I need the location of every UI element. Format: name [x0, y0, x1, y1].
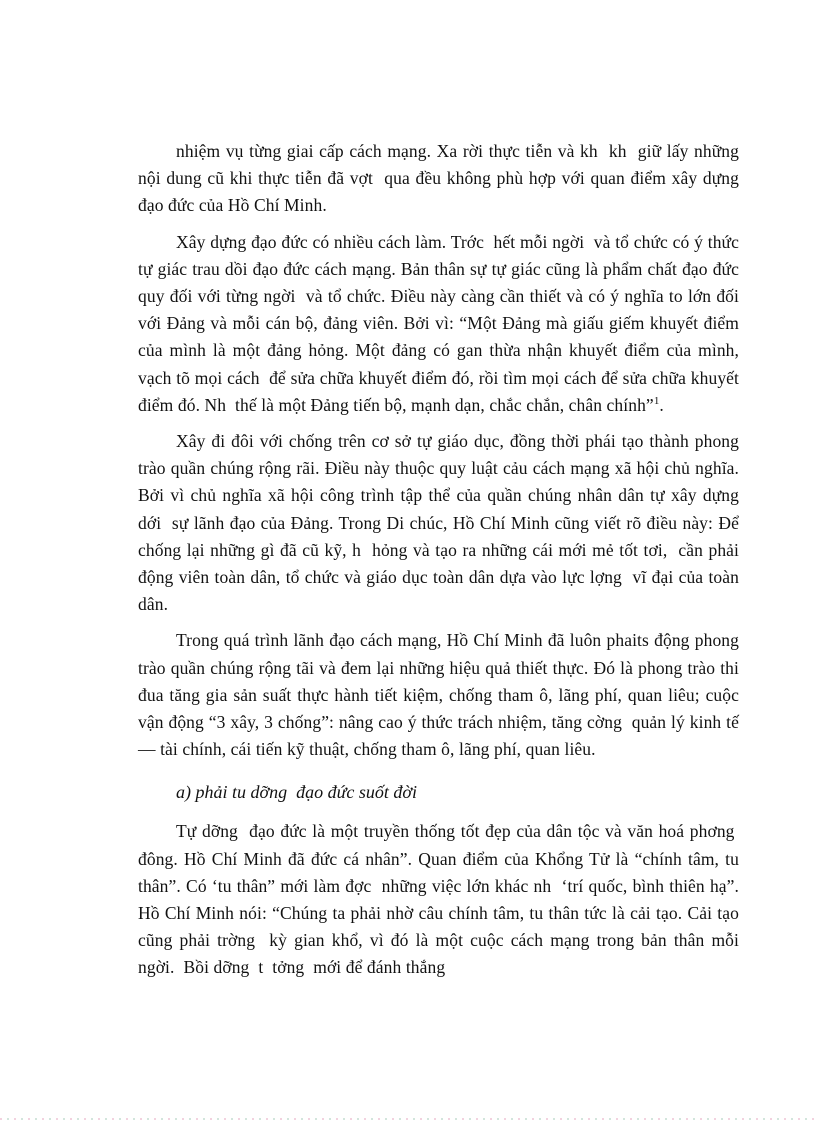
- section-heading-a: a) phải tu dỡng đạo đức suốt đời: [176, 782, 418, 803]
- paragraph-2-text-after: .: [659, 394, 664, 415]
- paragraph-3: Xây đi đôi với chống trên cơ sở tự giáo dục, đồng thời phái tạo thành phong trào quần chúng rộng rãi. Điều này thuộc quy luật cảu cách mạng xã hội chủ nghĩa. Bởi vì chủ nghĩa xã hội công trình tập thể của quần chúng nhân dân tự xây dựng dới sự lãnh đạo của Đảng. Trong Di chúc, Hồ Chí Minh cũng viết rõ điều này: Để chống lại những gì đã cũ kỹ, h hỏng và tạo ra những cái mới mẻ tốt tơi, cần phải động viên toàn dân, tổ chức và giáo dục toàn dân dựa vào lực lợng vĩ đại của toàn dân.: [138, 431, 739, 615]
- paragraph-2-text: Xây dựng đạo đức có nhiều cách làm. Trớc hết mỗi ngời và tổ chức có ý thức tự giác trau dồi đạo đức cách mạng. Bản thân sự tự giác cũng là phẩm chất đạo đức quy đối với từng ngời và tổ chức. Điều này càng cần thiết và có ý nghĩa to lớn đối với Đảng và mỗi cán bộ, đảng viên. Bởi vì: “Một Đảng mà giấu giếm khuyết điểm của mình là một đảng hỏng. Một đảng có gan thừa nhận khuyết điểm của mình, vạch tõ mọi cách để sửa chữa khuyết điểm đó, rồi tìm mọi cách để sửa chữa khuyết điểm đó. Nh thế là một Đảng tiến bộ, mạnh dạn, chắc chắn, chân chính”: [138, 231, 739, 415]
- paragraph-2: [138, 229, 739, 419]
- footnote-marker-1: 1: [653, 395, 660, 407]
- page-bottom-dotted-line: [0, 1118, 816, 1120]
- text-block: [138, 138, 739, 991]
- paragraph-4: Trong quá trình lãnh đạo cách mạng, Hồ Chí Minh đã luôn phaits động phong trào quần chúng rộng tãi và đem lại những hiệu quả thiết thực. Đó là phong trào thi đua tăng gia sản suất thực hành tiết kiệm, chống tham ô, lãng phí, quan liêu; cuộc vận động “3 xây, 3 chống”: nâng cao ý thức trách nhiệm, tăng cờng quản lý kinh tế — tài chính, cái tiến kỹ thuật, chống tham ô, lãng phí, quan liêu.: [138, 630, 739, 760]
- paragraph-5: Tự dỡng đạo đức là một truyền thống tốt đẹp của dân tộc và văn hoá phơng đông. Hồ Chí Minh đã đức cá nhân”. Quan điểm của Khổng Tử là “chính tâm, tu thân”. Có ‘tu thân” mới làm đợc những việc lớn khác nh ‘trí quốc, bình thiên hạ”. Hồ Chí Minh nói: “Chúng ta phải nhờ câu chính tâm, tu thân tức là cải tạo. Cải tạo cũng phải trờng kỳ gian khổ, vì đó là một cuộc cách mạng trong bản thân mỗi ngời. Bồi dỡng t tởng mới để đánh thắng: [138, 821, 739, 978]
- paragraph-1: nhiệm vụ từng giai cấp cách mạng. Xa rời thực tiễn và kh kh giữ lấy những nội dung cũ khi thực tiễn đã vợt qua đều không phù hợp với quan điểm xây dựng đạo đức của Hồ Chí Minh.: [138, 141, 739, 216]
